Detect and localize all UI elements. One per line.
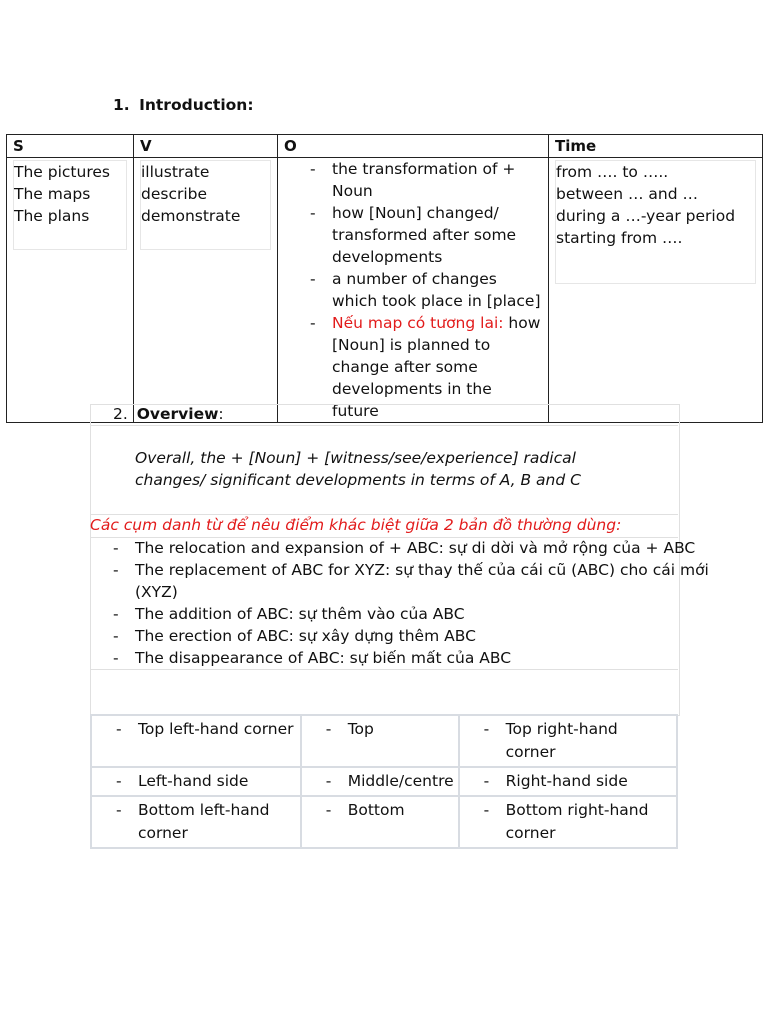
subject-cell xyxy=(7,158,134,423)
overview-sentence-line: Overall, the + [Noun] + [witness/see/experience] radical xyxy=(135,449,576,467)
header-time: Time xyxy=(549,135,763,158)
subject-item: The plans xyxy=(14,207,90,225)
position-row xyxy=(91,796,677,848)
future-note-text: how [Noun] is planned to change after some developments in the future xyxy=(332,314,541,420)
position-cell: - Bottom right-hand corner xyxy=(459,796,677,848)
phrases-heading: Các cụm danh từ để nêu điểm khác biệt giữa 2 bản đồ thường dùng: xyxy=(90,516,622,534)
position-cell: - Top left-hand corner xyxy=(91,715,301,767)
object-item: - a number of changes which took place in [place] xyxy=(308,268,542,312)
heading-overview xyxy=(113,403,224,425)
time-item: between … and … xyxy=(556,185,698,203)
position-cell: - Top right-hand corner xyxy=(459,715,677,767)
heading-number: 2. xyxy=(113,405,128,423)
phrase-item: - The replacement of ABC for XYZ: sự thay thế của cái cũ (ABC) cho cái mới xyxy=(113,561,709,579)
phrase-item: - The disappearance of ABC: sự biến mất của ABC xyxy=(113,649,512,667)
position-cell: - Left-hand side xyxy=(91,767,301,796)
header-o: O xyxy=(278,135,549,158)
object-item: - how [Noun] changed/ transformed after some developments xyxy=(308,202,542,268)
time-cell xyxy=(549,158,763,423)
svo-body-row xyxy=(7,158,763,423)
heading-colon: : xyxy=(218,405,224,423)
verb-item: illustrate xyxy=(141,163,210,181)
heading-title: Overview xyxy=(136,405,219,423)
heading-number: 1. xyxy=(113,96,130,114)
position-cell: - Bottom xyxy=(301,796,459,848)
subject-list xyxy=(13,160,127,250)
header-v: V xyxy=(134,135,278,158)
position-table xyxy=(90,714,678,849)
time-item: during a …-year period xyxy=(556,207,736,225)
heading-introduction xyxy=(113,94,254,116)
object-item: - the transformation of + Noun xyxy=(308,158,542,202)
time-item: from …. to ….. xyxy=(556,163,669,181)
overview-sentence-line: changes/ significant developments in terms of A, B and C xyxy=(135,471,581,489)
header-s: S xyxy=(7,135,134,158)
object-list xyxy=(308,158,542,422)
phrase-item: - The erection of ABC: sự xây dựng thêm ABC xyxy=(113,627,476,645)
position-cell: - Right-hand side xyxy=(459,767,677,796)
position-row xyxy=(91,767,677,796)
future-note-label: Nếu map có tương lai: xyxy=(332,314,504,332)
svo-header-row xyxy=(7,135,763,158)
svo-table xyxy=(6,134,763,423)
position-cell: - Middle/centre xyxy=(301,767,459,796)
object-cell xyxy=(278,158,549,423)
subject-item: The pictures xyxy=(14,163,110,181)
phrase-item: - The addition of ABC: sự thêm vào của ABC xyxy=(113,605,465,623)
divider xyxy=(90,669,678,670)
time-item: starting from …. xyxy=(556,229,683,247)
phrase-item-continuation: (XYZ) xyxy=(135,583,178,601)
position-cell: - Bottom left-hand corner xyxy=(91,796,301,848)
position-cell: - Top xyxy=(301,715,459,767)
verb-list xyxy=(140,160,271,250)
phrases-list xyxy=(113,537,709,669)
subject-item: The maps xyxy=(14,185,91,203)
divider xyxy=(90,425,678,426)
verb-item: describe xyxy=(141,185,208,203)
verb-item: demonstrate xyxy=(141,207,241,225)
heading-title: Introduction: xyxy=(139,96,254,114)
position-row xyxy=(91,715,677,767)
verb-cell xyxy=(134,158,278,423)
phrase-item: - The relocation and expansion of + ABC: sự di dời và mở rộng của + ABC xyxy=(113,539,696,557)
time-list xyxy=(555,160,756,284)
